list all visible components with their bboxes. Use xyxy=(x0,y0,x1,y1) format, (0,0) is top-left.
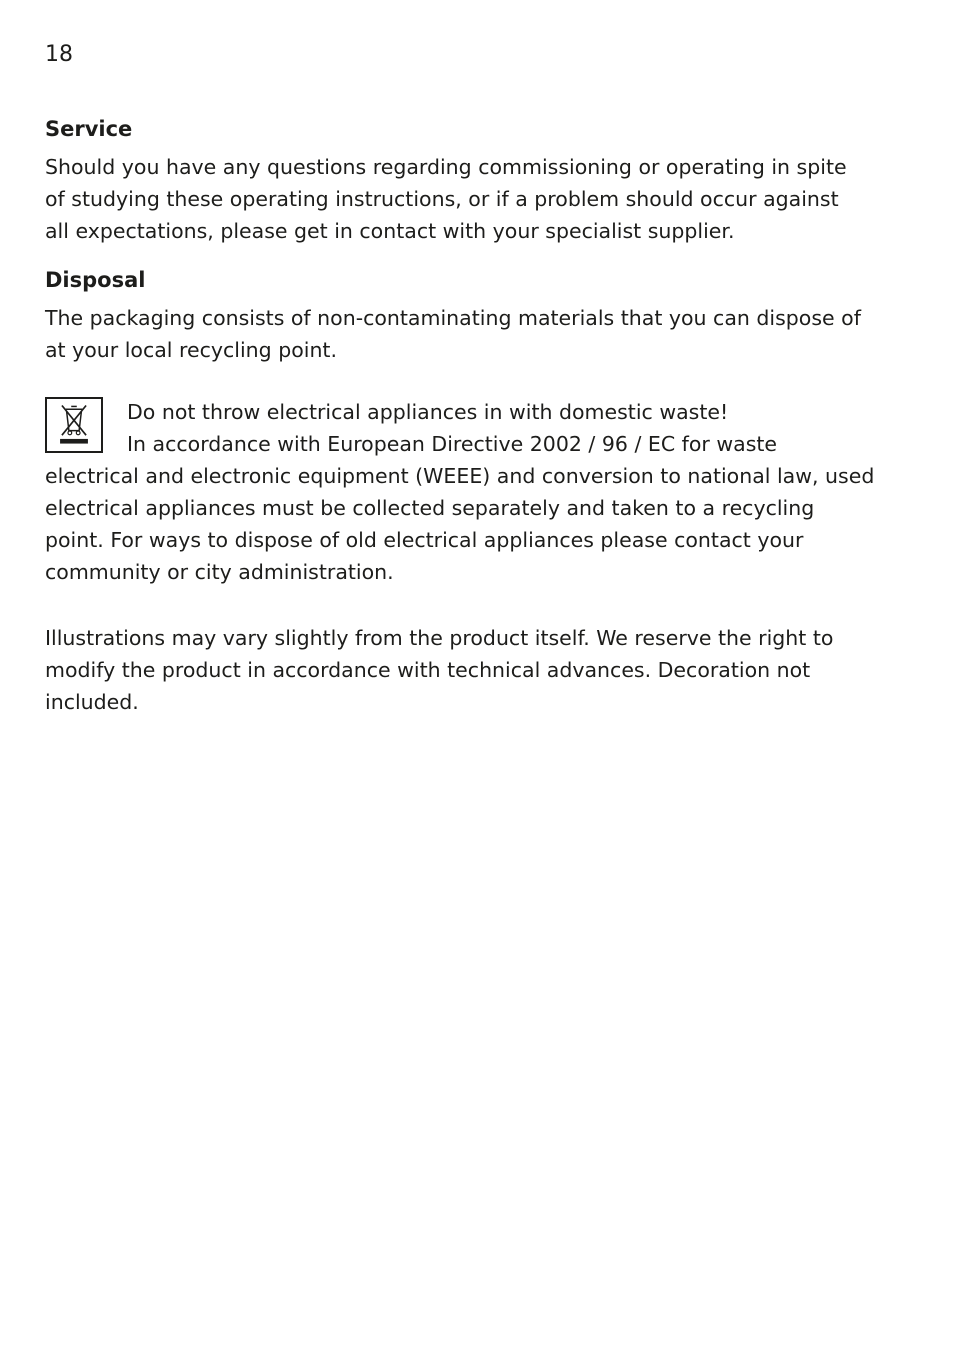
disposal-heading: Disposal xyxy=(45,268,146,292)
service-text: Should you have any questions regarding commissioning or operating in spite of studying these operating instructions, or if a problem should occur against all expectations, please get in contact with your specialist supplier. xyxy=(45,155,847,243)
weee-details: electrical and electronic equipment (WEEE) and conversion to national law, used electrical appliances must be collected separately and taken to a recycling point. For ways to dispose of old electrical appliances please contact your community or city administration. xyxy=(45,464,875,584)
page-number: 18 xyxy=(45,42,73,67)
weee-directive: In accordance with European Directive 2002 / 96 / EC for waste xyxy=(127,432,778,456)
disposal-text: The packaging consists of non-contaminating materials that you can dispose of at your local recycling point. xyxy=(45,306,861,362)
weee-notice xyxy=(45,397,875,588)
weee-warning: Do not throw electrical appliances in with domestic waste! xyxy=(127,400,729,424)
service-heading: Service xyxy=(45,117,133,141)
illustration-notice: Illustrations may vary slightly from the product itself. We reserve the right to modify the product in accordance with technical advances. Decoration not included. xyxy=(45,626,834,714)
crossed-out-wheelie-bin-icon xyxy=(45,397,103,453)
